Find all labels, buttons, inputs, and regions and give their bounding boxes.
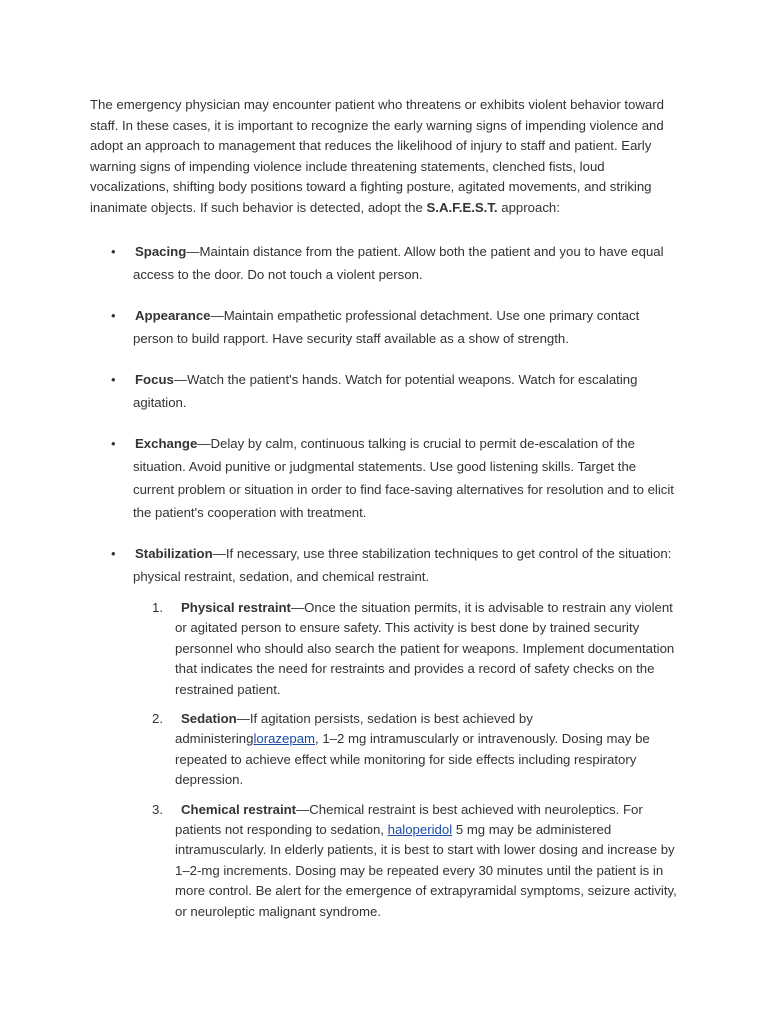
step-physical-restraint	[133, 598, 680, 700]
bullet-icon: •	[111, 372, 116, 387]
step-chemical-restraint	[133, 800, 680, 922]
intro-text: The emergency physician may encounter patient who threatens or exhibits violent behavior toward staff. In these cases, it is important to recognize the early warning signs of impending violence and adopt an approach to management that reduces the likelihood of injury to staff and patient. Early warning signs of impending violence include threatening statements, clenched fists, loud vocalizations, shifting body positions toward a fighting posture, agitated movements, and striking inanimate objects. If such behavior is detected, adopt the	[90, 97, 664, 215]
list-item-stabilization	[90, 542, 680, 922]
text-chemical-restraint: —Chemical restraint is best achieved with neuroleptics. For patients not responding to sedation,	[175, 801, 643, 838]
intro-text-end: approach:	[497, 199, 560, 215]
bullet-icon: •	[111, 308, 116, 323]
bullet-icon: •	[111, 436, 116, 451]
term-appearance: Appearance	[135, 308, 211, 323]
text-chemical-restraint-end: 5 mg may be administered intramuscularly. In elderly patients, it is best to start with lower dosing and increase by 1–2-mg increments. Dosing may be repeated every 30 minutes until the patient is in more control. Be alert for the emergence of extrapyramidal symptoms, seizure activity, or neuroleptic malignant syndrome.	[175, 822, 677, 919]
bullet-icon: •	[111, 244, 116, 259]
term-exchange: Exchange	[135, 436, 198, 451]
term-stabilization: Stabilization	[135, 546, 213, 561]
text-appearance: —Maintain empathetic professional detachment. Use one primary contact person to build rapport. Have security staff available as a show of strength.	[133, 308, 640, 346]
text-sedation-end: , 1–2 mg intramuscularly or intravenously. Dosing may be repeated to achieve effect while monitoring for side effects including respiratory depression.	[175, 731, 650, 788]
haloperidol-link[interactable]: haloperidol	[387, 822, 453, 838]
intro-paragraph	[90, 95, 680, 218]
text-physical-restraint: —Once the situation permits, it is advisable to restrain any violent or agitated person to ensure safety. This activity is best done by trained security personnel who should also search the patient for weapons. Implement documentation that indicates the need for restraints and provides a record of safety checks on the restrained patient.	[175, 600, 675, 697]
bullet-icon: •	[111, 546, 116, 561]
text-sedation: —If agitation persists, sedation is best achieved by administering	[175, 711, 533, 747]
step-number: 3.	[152, 801, 163, 817]
step-number: 2.	[152, 711, 163, 727]
term-chemical-restraint: Chemical restraint	[181, 801, 297, 817]
list-item-spacing	[90, 240, 680, 286]
safest-list	[90, 240, 680, 922]
term-physical-restraint: Physical restraint	[181, 600, 291, 615]
document-page	[90, 95, 680, 940]
term-focus: Focus	[135, 372, 174, 387]
stabilization-steps	[133, 598, 680, 922]
text-stabilization: —If necessary, use three stabilization techniques to get control of the situation: physical restraint, sedation, and chemical restraint.	[133, 546, 672, 584]
step-number: 1.	[152, 600, 163, 615]
text-spacing: —Maintain distance from the patient. Allow both the patient and you to have equal access to the door. Do not touch a violent person.	[133, 244, 664, 282]
list-item-appearance	[90, 304, 680, 350]
safest-acronym: S.A.F.E.S.T.	[426, 199, 498, 215]
term-spacing: Spacing	[135, 244, 187, 259]
lorazepam-link[interactable]: lorazepam	[253, 731, 316, 747]
term-sedation: Sedation	[181, 711, 237, 727]
text-focus: —Watch the patient's hands. Watch for potential weapons. Watch for escalating agitation.	[133, 372, 638, 410]
list-item-exchange	[90, 432, 680, 524]
list-item-focus	[90, 368, 680, 414]
text-exchange: —Delay by calm, continuous talking is crucial to permit de-escalation of the situation. Avoid punitive or judgmental statements. Use good listening skills. Target the current problem or situation in order to find face-saving alternatives for resolution and to elicit the patient's cooperation with treatment.	[133, 436, 674, 520]
step-sedation	[133, 709, 680, 791]
